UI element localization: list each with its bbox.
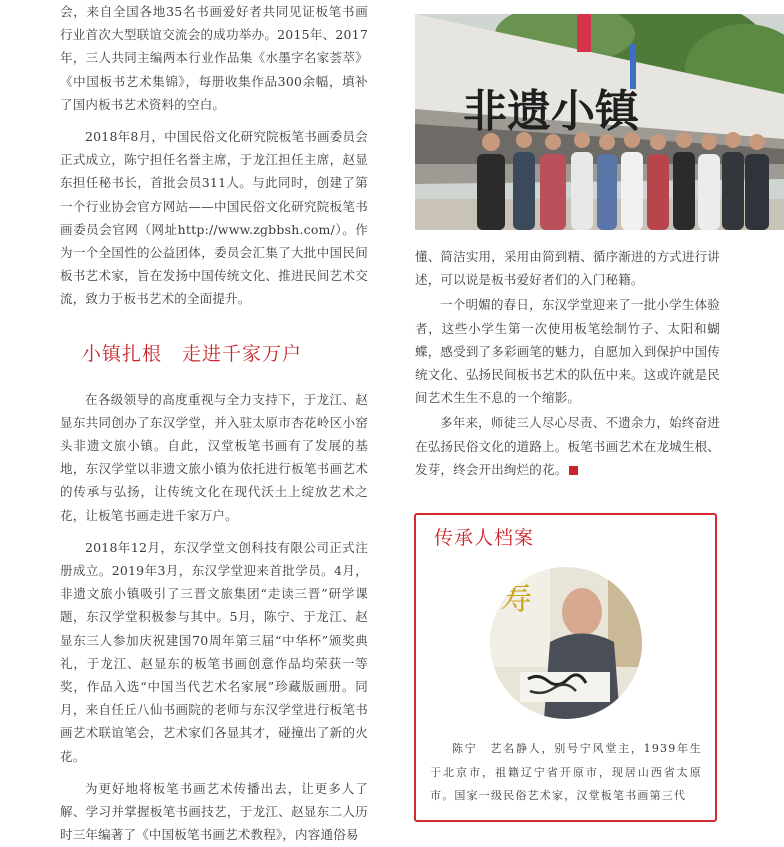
left-paragraph-2: 2018年8月，中国民俗文化研究院板笔书画委员会正式成立，陈宁担任名誉主席，于龙江担任主席，赵显东担任秘书长，首批会员311人。与此同时，创建了第一个行业协会官方网站——中国民俗文化研究院板笔书画委员会官网（网址http://www.zgbbsh.com/）。作为一个全国性的公益团体，委员会汇集了大批中国民间板书艺术家，旨在发扬中国传统文化、推进民间艺术交流，致力于板书艺术的全面提升。 xyxy=(60,129,368,307)
group-photo-image xyxy=(415,14,784,230)
right-paragraph-3-text: 多年来，师徒三人尽心尽责、不遗余力，始终奋进在弘扬民俗文化的道路上。板笔书画艺术在龙城生根、发芽，终会开出绚烂的花。 xyxy=(415,415,720,477)
profile-description xyxy=(430,737,702,808)
right-paragraph-1: 懂、简洁实用，采用由简到精、循序渐进的方式进行讲述，可以说是板书爱好者们的入门秘籍。 xyxy=(415,249,720,288)
wall-calligraphy: 非遗小镇 xyxy=(463,86,639,137)
left-paragraph-4: 2018年12月，东汉学堂文创科技有限公司正式注册成立。2019年3月，东汉学堂迎来首批学员。4月，非遗文旅小镇吸引了三晋文旅集团“走读三晋”研学课题，东汉学堂积极参与其中。5月，陈宁、于龙江、赵显东三人参加庆祝建国70周年第三届“中华杯”颁奖典礼，于龙江、赵显东的板笔书画创意作品均荣获一等奖，作品入选“中国当代艺术名家展”珍藏版画册。同月，来自任丘八仙书画院的老师与东汉学堂进行板笔书画艺术联谊笔会，艺术家们各显其才，碰撞出了新的火花。 xyxy=(60,539,368,764)
right-column xyxy=(415,245,720,481)
profile-bio: 艺名静人，别号宁风堂主，1939年生于北京市，祖籍辽宁省开原市，现居山西省太原市。国家一级民俗艺术家，汉堂板笔书画第三代 xyxy=(430,742,702,802)
left-paragraph-1: 会，来自全国各地35名书画爱好者共同见证板笔书画行业首次大型联谊交流会的成功举办。2015年、2017年，三人共同主编两本行业作品集《水墨字名家荟萃》《中国板书艺术集锦》，每册收集作品300余幅，填补了国内板书艺术资料的空白。 xyxy=(60,4,368,112)
section-title: 小镇扎根 走进千家万户 xyxy=(82,342,303,365)
group-photo xyxy=(415,14,784,230)
left-column xyxy=(60,0,368,847)
portrait-photo xyxy=(490,567,642,719)
right-paragraph-3 xyxy=(415,411,720,481)
portrait-image xyxy=(490,567,642,719)
profile-title: 传承人档案 xyxy=(434,527,535,549)
inheritor-profile-box xyxy=(414,513,717,822)
portrait-calligraphy: 寿 xyxy=(500,579,533,617)
left-paragraph-3: 在各级领导的高度重视与全力支持下，于龙江、赵显东共同创办了东汉学堂，并入驻太原市杏花岭区小窑头非遗文旅小镇。自此，汉堂板笔书画有了发展的基地，东汉学堂以非遗文旅小镇为依托进行板笔书画艺术的传承与弘扬，让传统文化在现代沃土上绽放艺术之花，让板笔书画走进千家万户。 xyxy=(60,391,368,523)
left-paragraph-5: 为更好地将板笔书画艺术传播出去，让更多人了解、学习并掌握板笔书画技艺，于龙江、赵显东二人历时三年编著了《中国板笔书画艺术教程》，内容通俗易 xyxy=(60,780,368,843)
right-paragraph-2: 一个明媚的春日，东汉学堂迎来了一批小学生体验者，这些小学生第一次使用板笔绘制竹子、太阳和蝴蝶，感受到了多彩画笔的魅力，自愿加入到保护中国传统文化、弘扬民间板书艺术的队伍中来。这或许就是民间艺术生生不息的一个缩影。 xyxy=(415,297,720,406)
end-mark-icon xyxy=(569,466,578,475)
profile-name: 陈宁 xyxy=(452,742,478,755)
